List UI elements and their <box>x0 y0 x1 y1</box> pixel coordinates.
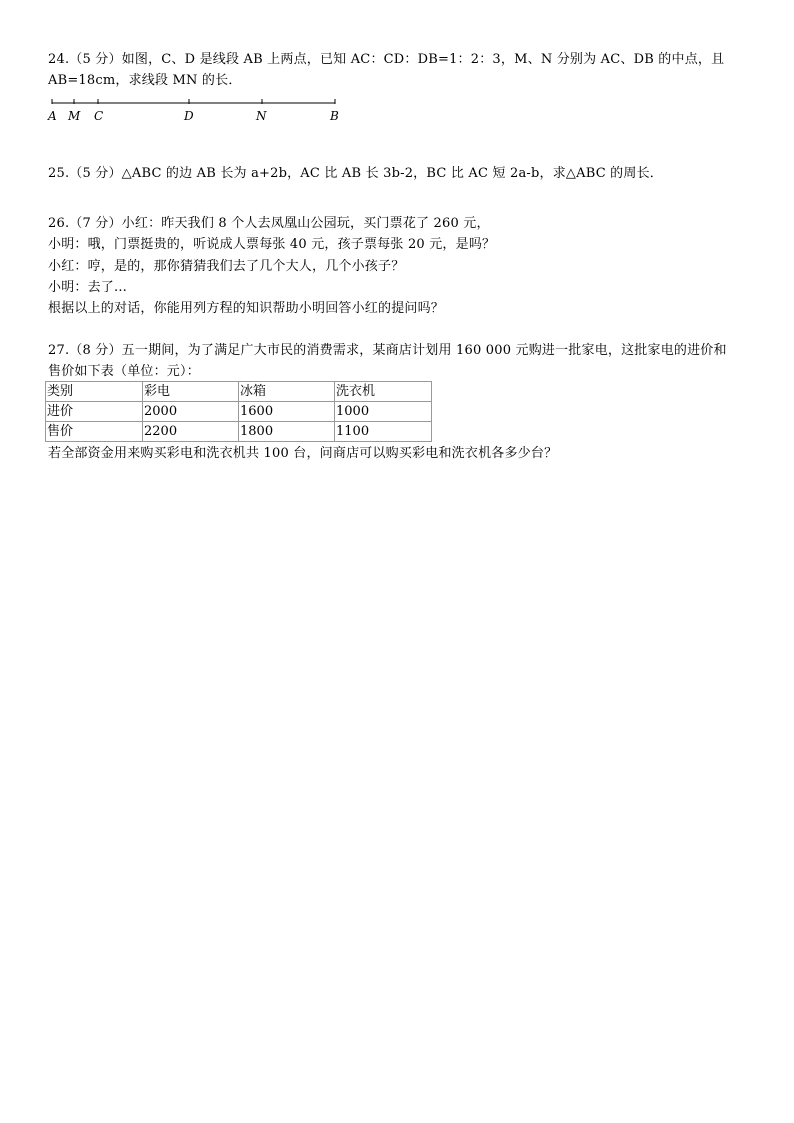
q24-line-2: AB=18cm，求线段 MN 的长． <box>48 73 242 88</box>
q26-line-3: 小红：哼，是的，那你猜猜我们去了几个大人，几个小孩子？ <box>48 259 405 274</box>
q26-line-1: 26.（7 分）小红：昨天我们 8 个人去凤凰山公园玩，买门票花了 260 元， <box>48 216 490 231</box>
q27-line-1: 27.（8 分）五一期间，为了满足广大市民的消费需求，某商店计划用 160 000 元购进一批家电，这批家电的进价和 <box>48 343 727 358</box>
table-cell: 1100 <box>335 422 432 442</box>
table-row <box>46 422 432 442</box>
table-cell: 进价 <box>46 402 143 422</box>
table-cell: 2000 <box>143 402 239 422</box>
label-c: C <box>94 109 104 123</box>
label-b: B <box>330 109 339 123</box>
q26-line-4: 小明：去了... <box>48 280 127 295</box>
segment-diagram <box>44 96 344 126</box>
table-cell: 1600 <box>239 402 335 422</box>
label-a: A <box>48 109 57 123</box>
table-cell: 2200 <box>143 422 239 442</box>
q27-line-3: 若全部资金用来购买彩电和洗衣机共 100 台，问商店可以购买彩电和洗衣机各多少台？ <box>48 446 558 461</box>
table-header-cell: 彩电 <box>143 382 239 402</box>
label-n: N <box>256 109 267 123</box>
table-header-cell: 类别 <box>46 382 143 402</box>
q26-line-2: 小明：哦，门票挺贵的，听说成人票每张 40 元，孩子票每张 20 元，是吗？ <box>48 237 496 252</box>
table-header-cell: 洗衣机 <box>335 382 432 402</box>
q25-line-1: 25.（5 分）△ABC 的边 AB 长为 a+2b，AC 比 AB 长 3b-2，BC 比 AC 短 2a-b，求△ABC 的周长． <box>48 166 663 181</box>
table-header-row <box>46 382 432 402</box>
table-row <box>46 402 432 422</box>
q24-line-1: 24.（5 分）如图，C、D 是线段 AB 上两点，已知 AC：CD：DB=1：2：3，M、N 分别为 AC、DB 的中点，且 <box>48 52 725 67</box>
price-table <box>45 381 432 442</box>
table-cell: 1800 <box>239 422 335 442</box>
table-cell: 1000 <box>335 402 432 422</box>
table-cell: 售价 <box>46 422 143 442</box>
q27-line-2: 售价如下表（单位：元）： <box>48 364 200 379</box>
table-header-cell: 冰箱 <box>239 382 335 402</box>
label-m: M <box>68 109 81 123</box>
q26-line-5: 根据以上的对话，你能用列方程的知识帮助小明回答小红的提问吗？ <box>48 301 445 316</box>
label-d: D <box>184 109 194 123</box>
